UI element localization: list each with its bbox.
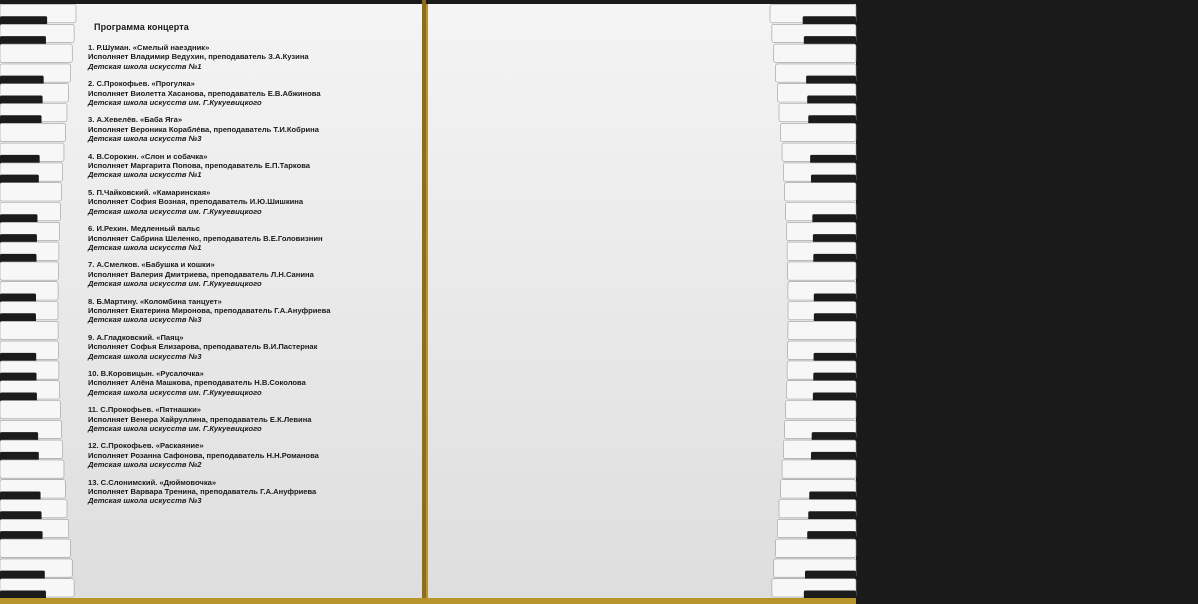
performer-line: Исполняет Екатерина Шаргунова, преподаватель Е.А.Глазунова (888, 134, 1132, 144)
piece-title: 13. С.Слонимский. «Дюймовочка» (88, 477, 217, 487)
school-name: Детская школа искусств №1 (88, 61, 202, 71)
program-item (888, 162, 1198, 190)
performer-line: Исполняет Сабрина Шеленко, преподаватель В.Е.Головизнин (88, 233, 323, 243)
piece-title: 6. И.Рехин. Медленный вальс (88, 224, 200, 234)
program-item (888, 200, 1198, 238)
school-name: Детская школа искусств №3 (888, 489, 1002, 499)
piece-title: 17. Н.Гржибовский. «Новелла» (888, 162, 1004, 172)
piece-title: 12. С.Прокофьев. «Раскаяние» (88, 441, 204, 451)
program-item (88, 188, 408, 216)
piece-title: 8. Б.Мартину. «Коломбина танцует» (88, 296, 222, 306)
performer-line: культуры ХМАО – Югры И.В.Буканина (888, 312, 1033, 322)
program-item (88, 79, 408, 107)
piano-keys-right-decoration (764, 4, 856, 598)
performer-line: Исполняет Айгуль Сафина, преподаватель В.И.Пастернак (888, 171, 1108, 181)
program-item (88, 333, 408, 361)
piece-title: 1. Р.Шуман. «Смелый наездник» (88, 43, 210, 52)
piece-title: 19. Р.Щедрин. «Русские трезвоны» (888, 246, 1020, 256)
program-item (888, 387, 1198, 425)
white-key (0, 44, 72, 62)
program-item (888, 50, 1198, 78)
performer-line: Исполняет Алёна Машкова, преподаватель Н.В.Соколова (88, 378, 306, 388)
piece-title: 4. В.Сорокин. «Слон и собачка» (88, 151, 208, 161)
white-key (781, 123, 856, 141)
program-item (888, 246, 1198, 284)
performer-line: Исполняет Варвара Тренина, преподаватель Г.А.Ануфриева (88, 487, 317, 497)
school-name: Детская школа искусств им. Г.Кукуевицкого (888, 415, 1062, 425)
white-key (0, 183, 61, 201)
piece-title: 7. А.Смелков. «Бабушка и кошки» (88, 260, 215, 270)
white-key (785, 183, 856, 201)
piece-title: 9. А.Гладковский. «Паяц» (88, 332, 184, 342)
piece-title: 11. С.Прокофьев. «Пятнашки» (88, 405, 202, 415)
program-list-right (888, 50, 1198, 499)
school-name: Детская школа искусств им. Г.Кукуевицкого (88, 98, 262, 108)
piece-title: 21. Ф.Шопен. Ноктюрн до диез минор (888, 340, 1030, 350)
gold-border-bottom (0, 598, 856, 604)
performer-line: Исполняет Софья Елизарова, преподаватель В.И.Пастернак (88, 342, 318, 352)
performer-line: Исполняет Владимир Ведухин, преподаватель З.А.Кузина (88, 52, 309, 62)
performer-line: Исполняет Маргарита Попова, преподаватель Е.П.Таркова (88, 161, 311, 171)
program-item (88, 115, 408, 143)
piece-title: 23. П.Чайковский. «Осенняя песня» (октябрь) из цикла «Времена года» (888, 433, 1157, 443)
program-item (88, 441, 408, 469)
piece-title: 16. А.Бызов. «Наперегонки» (888, 124, 994, 134)
piece-title: 22. П.Чайковский. «Охота» (сентябрь) из цикла «Времена года» (888, 386, 1128, 396)
performer-line: Исполняет Розанна Сафонова, преподаватель Н.Н.Романова (88, 450, 319, 460)
performer-line: Исполняет Игорь Голдобин, преподаватель заслуженный деятель (888, 255, 1140, 265)
performer-line: культуры ХМАО – Югры И.В.Буканина (888, 218, 1033, 228)
program-item (88, 224, 408, 252)
program-item (888, 293, 1198, 331)
white-key (0, 401, 60, 419)
performer-line: культуры ХМАО – Югры И.В.Буканина (888, 405, 1033, 415)
program-title: Программа концерта (94, 22, 189, 32)
school-name: Сургутский колледж русской культуры им. А.С.Знаменского (888, 143, 1124, 153)
school-name: Детская школа искусств им. Г.Кукуевицкого (888, 274, 1062, 284)
white-key (788, 321, 856, 339)
performer-line: Исполняет Александр Киллер, преподаватель З.А.Кузина (888, 96, 1106, 106)
school-name: Детская школа искусств № 1 (888, 106, 1004, 116)
piece-title: 2. С.Прокофьев. «Прогулка» (88, 79, 195, 89)
white-key (788, 262, 856, 280)
program-item (88, 405, 408, 433)
program-right-column (888, 50, 1198, 509)
program-item (88, 152, 408, 180)
school-name: Детская школа искусств №2 (88, 460, 202, 470)
program-item (888, 340, 1198, 378)
program-item (88, 478, 408, 506)
school-name: Детская школа искусств № 1 (888, 68, 1004, 78)
performer-line: Исполняет Венера Хайруллина, преподаватель Е.К.Левина (88, 414, 312, 424)
piece-title: 14. В.Ребиков. «Наивный рассказ» (888, 50, 1019, 59)
performer-line: культуры ХМАО – Югры И.В.Буканина (888, 358, 1033, 368)
white-key (776, 539, 856, 557)
performer-line: Исполняет Екатерина Ефимова, преподаватель С.А.Артамонова (888, 59, 1133, 69)
program-item (88, 43, 408, 71)
school-name: Детская школа искусств №1 (888, 452, 1002, 462)
performer-line: Исполняет Мария Петрова, преподаватель заслуженный деятель (888, 302, 1137, 312)
performer-line: Исполняет Вероника Корабле́ва, преподаватель Т.И.Кобрина (88, 124, 319, 134)
program-item (88, 369, 408, 397)
program-item (888, 471, 1198, 499)
white-key (0, 262, 58, 280)
performer-line: Исполняет София Возная, преподаватель И.Ю.Шишкина (88, 197, 304, 207)
program-item (888, 434, 1198, 462)
performer-line: Исполняет Екатерина Миронова, преподаватель Г.А.Ануфриева (88, 305, 331, 315)
performer-line: Исполняет Валерия Дмитриева, преподаватель Л.Н.Санина (88, 269, 314, 279)
school-name: Детская школа искусств им. Г.Кукуевицкого (88, 206, 262, 216)
school-name: Детская школа искусств им. Г.Кукуевицкого (888, 368, 1062, 378)
school-name: Детская школа искусств №3 (88, 351, 202, 361)
program-item (888, 87, 1198, 115)
piano-keys-left-decoration (0, 4, 82, 598)
school-name: Детская школа искусств им. Г.Кукуевицкого (88, 387, 262, 397)
school-name: Детская школа искусств №1 (88, 170, 202, 180)
piece-title: 24. А.Хачатурян. Токката ми бемоль минор (888, 471, 1050, 481)
program-item (88, 260, 408, 288)
piece-title: 15. В.Ребиков. Вальс (888, 87, 968, 97)
left-page (0, 4, 424, 598)
performer-line: Исполняет Анастасия Рукавишникова, преподаватель Л.Б.Ростовская (888, 480, 1154, 490)
school-name: Детская школа искусств №3 (888, 181, 1002, 191)
piece-title: 20. Э.Григ. «Весной» (888, 293, 965, 303)
performer-line: Исполняет Анастасия Бучнева, преподаватель заслуженный деятель (888, 396, 1153, 406)
performer-line: Исполняет Владимир Коленченко, преподаватель В.Е.Головизнин (888, 443, 1140, 453)
white-key (786, 401, 856, 419)
school-name: Детская школа искусств №3 (88, 315, 202, 325)
school-name: Детская школа искусств им. Г.Кукуевицкого (88, 424, 262, 433)
program-item (88, 297, 408, 325)
program-list-left (88, 43, 408, 506)
program-item (888, 125, 1198, 153)
piece-title: 18. Р.Щедрин. «Юмореска» (888, 199, 990, 209)
school-name: Детская школа искусств им. Г.Кукуевицкого (88, 279, 262, 289)
school-name: Детская школа искусств им. Г.Кукуевицкого (888, 321, 1062, 331)
piece-title: 5. П.Чайковский. «Камаринская» (88, 187, 211, 197)
white-key (774, 44, 856, 62)
piece-title: 3. А.Хевелёв. «Баба Яга» (88, 115, 183, 125)
white-key (0, 460, 64, 478)
piece-title: 10. В.Коровицын. «Русалочка» (88, 368, 204, 378)
school-name: Детская школа искусств №3 (88, 134, 202, 144)
white-key (0, 321, 58, 339)
performer-line: Исполняет Александра Сантоpo, преподаватель заслуженный деятель (888, 349, 1158, 359)
white-key (0, 539, 70, 557)
white-key (782, 460, 856, 478)
performer-line: Исполняет Ксения Луканова, преподаватель заслуженный деятель (888, 209, 1144, 219)
performer-line: культуры ХМАО – Югры И.В.Буканина (888, 265, 1033, 275)
school-name: Детская школа искусств №3 (88, 496, 202, 506)
school-name: Детская школа искусств №1 (88, 242, 202, 252)
school-name: Детская школа искусств им. Г.Кукуевицкого (888, 227, 1062, 237)
white-key (0, 123, 65, 141)
performer-line: Исполняет Виолетта Хасанова, преподаватель Е.В.Абжинова (88, 88, 321, 98)
program-left-column (88, 22, 408, 514)
right-page (426, 4, 1158, 598)
